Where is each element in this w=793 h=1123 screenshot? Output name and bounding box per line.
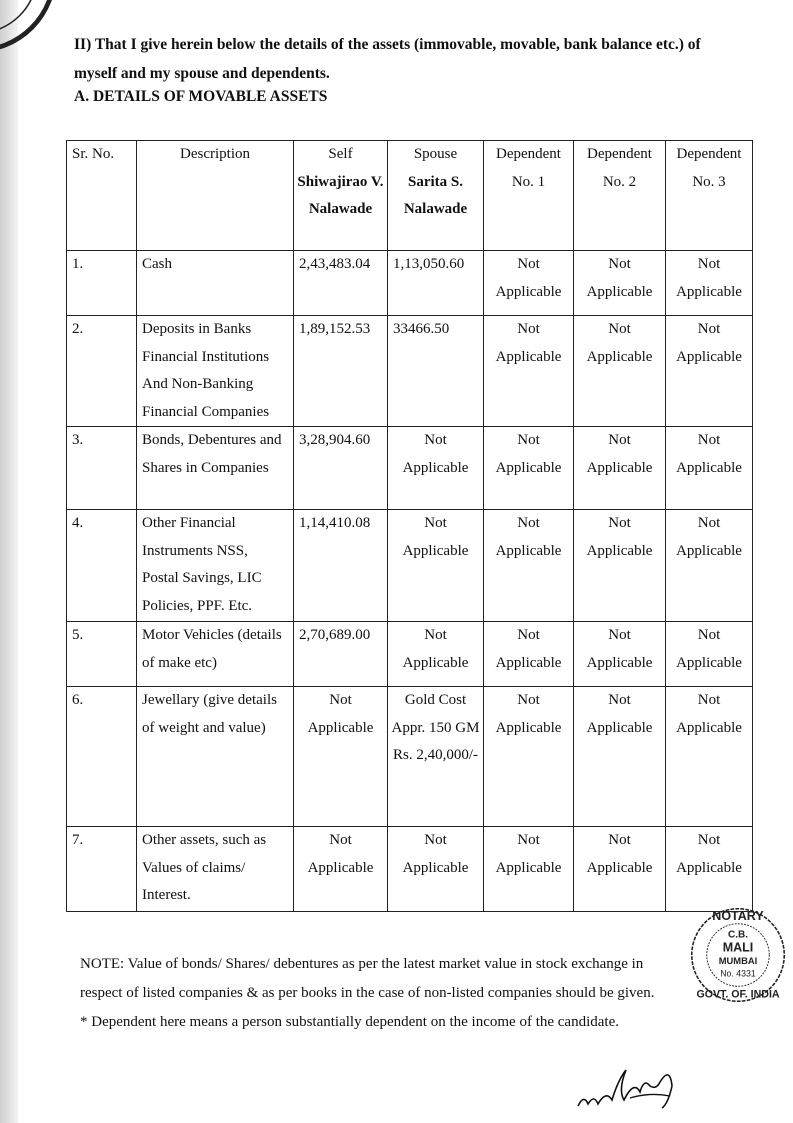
header-self: [294, 141, 388, 251]
dependent-3-cell: Not Applicable: [666, 622, 753, 687]
stamp-city: MUMBAI: [718, 955, 758, 966]
dependent-1-cell: Not Applicable: [484, 622, 574, 687]
footer-notes: [80, 950, 680, 1037]
dependent-footnote: * Dependent here means a person substantially dependent on the income of the candidate.: [80, 1014, 619, 1030]
stamp-name1: C.B.: [728, 929, 748, 941]
self-value-cell: 1,14,410.08: [294, 510, 388, 622]
self-value-cell: Not Applicable: [294, 687, 388, 827]
header-description: Description: [137, 141, 294, 251]
stamp-bottom-text: GOVT. OF. INDIA: [696, 988, 780, 1001]
description-cell: Motor Vehicles (details of make etc): [137, 622, 294, 687]
dependent-2-cell: Not Applicable: [574, 316, 666, 427]
section-heading: A. DETAILS OF MOVABLE ASSETS: [74, 88, 328, 105]
header-spouse-label: Spouse: [413, 146, 458, 162]
dependent-2-cell: Not Applicable: [574, 622, 666, 687]
spouse-value-cell: Not Applicable: [388, 827, 484, 912]
spouse-value-cell: 1,13,050.60: [388, 251, 484, 316]
description-cell: Other Financial Instruments NSS, Postal Savings, LIC Policies, PPF. Etc.: [137, 510, 294, 622]
header-spouse: [388, 141, 484, 251]
table-row: [67, 251, 753, 316]
dependent-1-cell: Not Applicable: [484, 827, 574, 912]
dependent-2-cell: Not Applicable: [574, 427, 666, 510]
spouse-value-cell: Not Applicable: [388, 427, 484, 510]
dependent-3-cell: Not Applicable: [666, 687, 753, 827]
note-text: NOTE: Value of bonds/ Shares/ debentures as per the latest market value in stock exchange in respect of listed companies & as per books in the case of non-listed companies should be given.: [80, 956, 655, 1001]
self-value-cell: 1,89,152.53: [294, 316, 388, 427]
self-value-cell: Not Applicable: [294, 827, 388, 912]
notary-stamp-icon: [688, 905, 788, 1005]
dependent-2-cell: Not Applicable: [574, 827, 666, 912]
table-row: [67, 827, 753, 912]
header-self-name: Shiwajirao V. Nalawade: [297, 173, 384, 217]
table-row: [67, 510, 753, 622]
header-dependent-1: Dependent No. 1: [484, 141, 574, 251]
self-value-cell: 2,43,483.04: [294, 251, 388, 316]
spouse-value-cell: Gold Cost Appr. 150 GM Rs. 2,40,000/-: [388, 687, 484, 827]
header-sr-no: Sr. No.: [67, 141, 137, 251]
description-cell: Bonds, Debentures and Shares in Companies: [137, 427, 294, 510]
notary-seal-partial-icon: [0, 0, 70, 62]
dependent-1-cell: Not Applicable: [484, 687, 574, 827]
spouse-value-cell: 33466.50: [388, 316, 484, 427]
dependent-1-cell: Not Applicable: [484, 510, 574, 622]
self-value-cell: 3,28,904.60: [294, 427, 388, 510]
dependent-3-cell: Not Applicable: [666, 316, 753, 427]
signature-icon: [570, 1068, 740, 1121]
dependent-3-cell: Not Applicable: [666, 251, 753, 316]
dependent-1-cell: Not Applicable: [484, 316, 574, 427]
scan-edge-shadow: [0, 0, 18, 1123]
sr-no-cell: 2.: [67, 316, 137, 427]
header-spouse-name: Sarita S. Nalawade: [403, 173, 468, 217]
stamp-top-text: NOTARY: [712, 909, 764, 923]
header-self-label: Self: [328, 146, 353, 162]
dependent-1-cell: Not Applicable: [484, 427, 574, 510]
dependent-2-cell: Not Applicable: [574, 510, 666, 622]
table-row: [67, 622, 753, 687]
description-cell: Deposits in Banks Financial Institutions And Non-Banking Financial Companies: [137, 316, 294, 427]
table-row: [67, 427, 753, 510]
dependent-2-cell: Not Applicable: [574, 687, 666, 827]
self-value-cell: 2,70,689.00: [294, 622, 388, 687]
dependent-1-cell: Not Applicable: [484, 251, 574, 316]
stamp-name2: MALI: [722, 940, 754, 955]
dependent-3-cell: Not Applicable: [666, 427, 753, 510]
table-row: [67, 316, 753, 427]
dependent-3-cell: Not Applicable: [666, 827, 753, 912]
table-row: [67, 687, 753, 827]
table-header-row: [67, 141, 753, 251]
intro-paragraph: II) That I give herein below the details of the assets (immovable, movable, bank balance etc.) of myself and my spouse and dependents.: [74, 36, 701, 82]
stamp-reg: No. 4331: [720, 968, 756, 979]
spouse-value-cell: Not Applicable: [388, 622, 484, 687]
description-cell: Jewellary (give details of weight and value): [137, 687, 294, 827]
spouse-value-cell: Not Applicable: [388, 510, 484, 622]
header-dependent-3: Dependent No. 3: [666, 141, 753, 251]
movable-assets-table: [66, 140, 753, 912]
dependent-2-cell: Not Applicable: [574, 251, 666, 316]
sr-no-cell: 6.: [67, 687, 137, 827]
sr-no-cell: 4.: [67, 510, 137, 622]
header-dependent-2: Dependent No. 2: [574, 141, 666, 251]
description-cell: Other assets, such as Values of claims/ Interest.: [137, 827, 294, 912]
description-cell: Cash: [137, 251, 294, 316]
dependent-3-cell: Not Applicable: [666, 510, 753, 622]
sr-no-cell: 3.: [67, 427, 137, 510]
sr-no-cell: 1.: [67, 251, 137, 316]
sr-no-cell: 5.: [67, 622, 137, 687]
sr-no-cell: 7.: [67, 827, 137, 912]
